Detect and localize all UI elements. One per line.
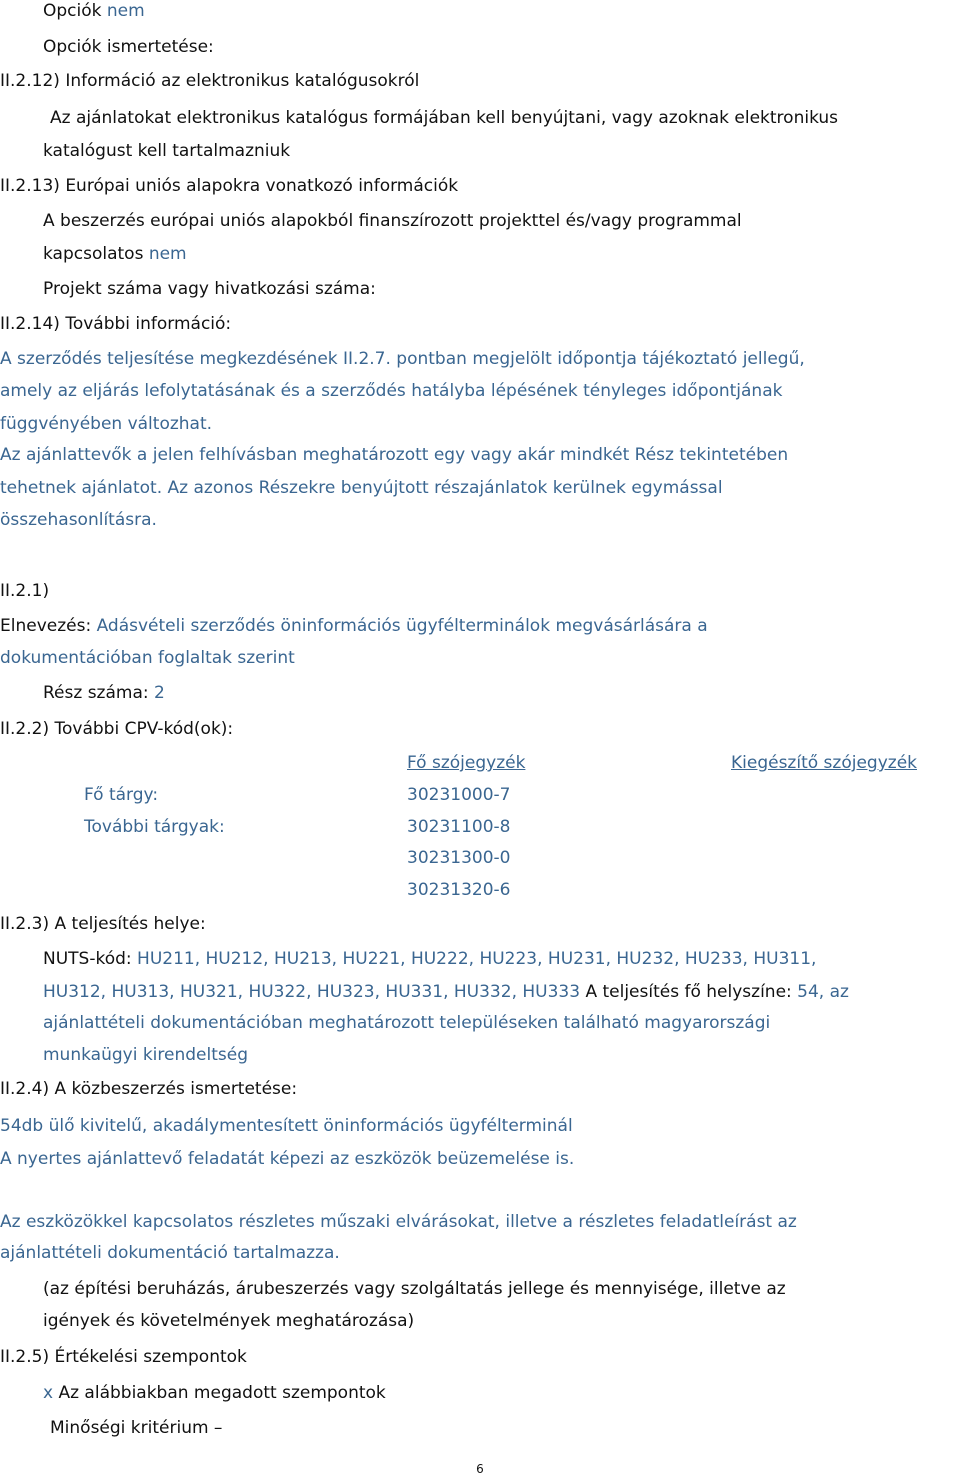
quality-criterion-label: Minőségi kritérium – — [50, 1418, 223, 1438]
options-line — [43, 0, 145, 22]
cpv-additional-code-1: 30231100-8 — [407, 817, 511, 837]
award-criteria-line — [43, 1382, 386, 1404]
additional-info-line-5: tehetnek ajánlatot. Az azonos Részekre benyújtott részajánlatok kerülnek egymással — [0, 478, 723, 498]
description-line-3: Az eszközökkel kapcsolatos részletes műszaki elvárásokat, illetve a részletes feladatleírást az — [0, 1212, 797, 1232]
options-description-label: Opciók ismertetése: — [43, 37, 214, 57]
award-criteria-check-mark: x — [43, 1383, 54, 1403]
nuts-codes-2: HU312, HU313, HU321, HU322, HU323, HU331, HU332, HU333 — [43, 982, 581, 1002]
eu-funds-value: nem — [148, 244, 187, 264]
options-label: Opciók — [43, 1, 107, 21]
lot-number-value: 2 — [154, 683, 165, 703]
section-heading-2-2-5: II.2.5) Értékelési szempontok — [0, 1347, 247, 1367]
eu-funds-line — [43, 243, 187, 265]
main-site-value-line-3: munkaügyi kirendeltség — [43, 1045, 248, 1065]
main-site-value-line-2: ajánlattételi dokumentációban meghatározott településeken található magyarországi — [43, 1013, 771, 1033]
lot-number-label: Rész száma: — [43, 683, 154, 703]
eu-funds-text-line-1: A beszerzés európai uniós alapokból finanszírozott projekttel és/vagy programmal — [43, 211, 742, 231]
section-heading-2-2-13: II.2.13) Európai uniós alapokra vonatkozó információk — [0, 176, 459, 196]
description-note-line-2: igények és követelmények meghatározása) — [43, 1311, 415, 1331]
project-number-label: Projekt száma vagy hivatkozási száma: — [43, 279, 376, 299]
title-value: Adásvételi szerződés öninformációs ügyfélterminálok megvásárlására a — [96, 616, 708, 636]
section-heading-2-2-14: II.2.14) További információ: — [0, 314, 232, 334]
nuts-line-2 — [43, 981, 849, 1003]
eu-funds-label: kapcsolatos — [43, 244, 149, 264]
cpv-main-vocabulary-header: Fő szójegyzék — [407, 753, 526, 773]
additional-info-line-3: függvényében változhat. — [0, 414, 213, 434]
additional-info-line-4: Az ajánlattevők a jelen felhívásban meghatározott egy vagy akár mindkét Rész tekintetében — [0, 445, 789, 465]
nuts-line-1 — [43, 948, 816, 970]
options-value: nem — [106, 1, 145, 21]
page-number: 6 — [476, 1462, 484, 1476]
cpv-additional-code-2: 30231300-0 — [407, 848, 511, 868]
section-heading-2-2-3: II.2.3) A teljesítés helye: — [0, 914, 206, 934]
section-heading-2-2-12: II.2.12) Információ az elektronikus katalógusokról — [0, 71, 420, 91]
additional-info-line-6: összehasonlításra. — [0, 510, 157, 530]
cpv-supplementary-vocabulary-header: Kiegészítő szójegyzék — [731, 753, 917, 773]
catalogue-text-line-2: katalógust kell tartalmazniuk — [43, 141, 291, 161]
cpv-additional-code-3: 30231320-6 — [407, 880, 511, 900]
title-label: Elnevezés: — [0, 616, 97, 636]
cpv-additional-subjects-label: További tárgyak: — [84, 817, 225, 837]
section-heading-2-2-4: II.2.4) A közbeszerzés ismertetése: — [0, 1079, 298, 1099]
description-line-4: ajánlattételi dokumentáció tartalmazza. — [0, 1243, 340, 1263]
lot-number-line — [43, 682, 165, 704]
cpv-main-subject-label: Fő tárgy: — [84, 785, 159, 805]
section-heading-2-2-1: II.2.1) — [0, 581, 50, 601]
description-line-2: A nyertes ajánlattevő feladatát képezi az eszközök beüzemelése is. — [0, 1149, 575, 1169]
title-line — [0, 615, 708, 637]
nuts-label: NUTS-kód: — [43, 949, 138, 969]
additional-info-line-2: amely az eljárás lefolytatásának és a szerződés hatályba lépésének tényleges időpontjának — [0, 381, 783, 401]
description-line-1: 54db ülő kivitelű, akadálymentesített öninformációs ügyfélterminál — [0, 1116, 573, 1136]
catalogue-text-line-1: Az ajánlatokat elektronikus katalógus formájában kell benyújtani, vagy azoknak elektronikus — [50, 108, 839, 128]
title-value-line-2: dokumentációban foglaltak szerint — [0, 648, 295, 668]
main-site-label: A teljesítés fő helyszíne: — [580, 982, 798, 1002]
award-criteria-label: Az alábbiakban megadott szempontok — [53, 1383, 386, 1403]
cpv-main-subject-code: 30231000-7 — [407, 785, 511, 805]
section-heading-2-2-2: II.2.2) További CPV-kód(ok): — [0, 719, 234, 739]
additional-info-line-1: A szerződés teljesítése megkezdésének II.2.7. pontban megjelölt időpontja tájékoztató jellegű, — [0, 349, 805, 369]
main-site-value: 54, az — [797, 982, 849, 1002]
nuts-codes-1: HU211, HU212, HU213, HU221, HU222, HU223, HU231, HU232, HU233, HU311, — [137, 949, 817, 969]
description-note-line-1: (az építési beruházás, árubeszerzés vagy szolgáltatás jellege és mennyisége, illetve az — [43, 1279, 786, 1299]
